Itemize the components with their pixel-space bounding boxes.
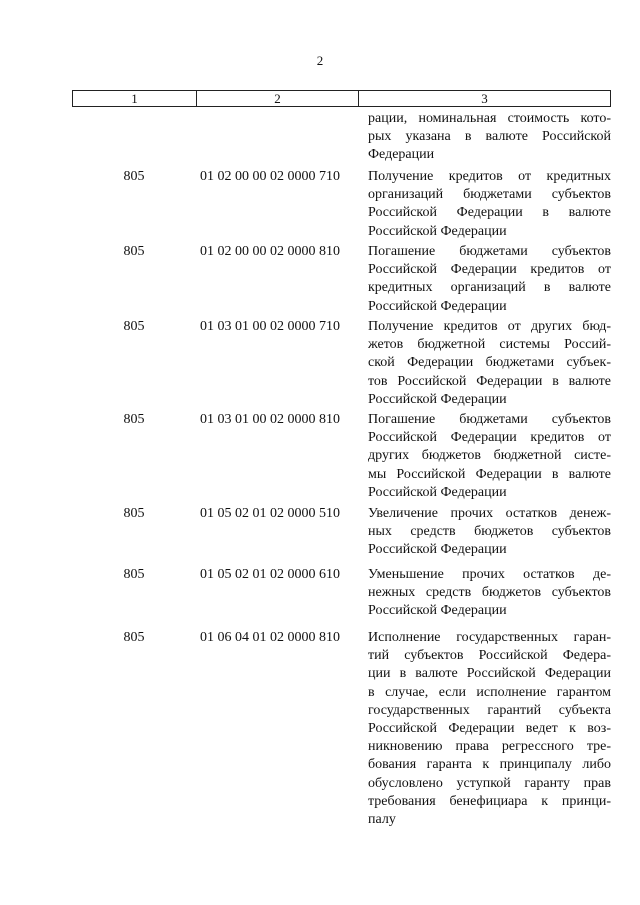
page-number: 2 bbox=[316, 53, 324, 68]
description-line: мы Российской Федерации в валюте bbox=[368, 466, 611, 482]
description-line: Российской Федерации bbox=[368, 603, 507, 619]
description-line: Российской Федерации bbox=[368, 223, 507, 239]
description-line: Получение кредитов от других бюд- bbox=[368, 319, 611, 334]
description-line: Получение кредитов от кредитных bbox=[368, 169, 611, 184]
description-line: ции в валюте Российской Федерации bbox=[368, 666, 611, 682]
column-header-1: 1 bbox=[73, 91, 197, 106]
source-code: 01 03 01 00 02 0000 810 bbox=[200, 412, 340, 427]
admin-code: 805 bbox=[123, 319, 145, 334]
row-description bbox=[368, 566, 611, 621]
row-description bbox=[368, 168, 611, 241]
description-line: Уменьшение прочих остатков де- bbox=[368, 567, 611, 582]
description-line: ской Федерации бюджетами субъек- bbox=[368, 355, 611, 371]
admin-code: 805 bbox=[123, 506, 145, 521]
source-code: 01 05 02 01 02 0000 610 bbox=[200, 567, 340, 582]
description-line: в случае, если исполнение гарантом bbox=[368, 684, 611, 700]
description-line: тов Российской Федерации в валюте bbox=[368, 373, 611, 389]
description-line: Российской Федерации кредитов от bbox=[368, 430, 611, 446]
source-code: 01 03 01 00 02 0000 710 bbox=[200, 319, 340, 334]
description-line: организаций бюджетами субъектов bbox=[368, 187, 611, 203]
description-line: никновению права регрессного тре- bbox=[368, 739, 611, 755]
row-description bbox=[368, 505, 611, 560]
description-line: Российской Федерации кредитов от bbox=[368, 262, 611, 278]
admin-code: 805 bbox=[123, 244, 145, 259]
description-line: Российской Федерации bbox=[368, 484, 507, 500]
description-line: государственных гарантий субъекта bbox=[368, 702, 611, 718]
description-line: обусловлено уступкой гаранту прав bbox=[368, 775, 611, 791]
description-line: нежных средств бюджетов субъектов bbox=[368, 585, 611, 601]
description-line: Российской Федерации в валюте bbox=[368, 205, 611, 221]
column-header-2: 2 bbox=[197, 91, 359, 106]
description-line: бования гаранта к принципалу либо bbox=[368, 757, 611, 773]
column-header-3: 3 bbox=[481, 91, 488, 106]
description-line: кредитных организаций в валюте bbox=[368, 280, 611, 296]
description-line: Увеличение прочих остатков денеж- bbox=[368, 506, 611, 521]
admin-code: 805 bbox=[123, 169, 145, 184]
description-line: Российской Федерации bbox=[368, 542, 507, 558]
description-line: Российской Федерации bbox=[368, 391, 507, 407]
row-description bbox=[368, 318, 611, 409]
source-code: 01 06 04 01 02 0000 810 bbox=[200, 630, 340, 645]
description-line: Погашение бюджетами субъектов bbox=[368, 412, 611, 427]
description-line: Исполнение государственных гаран- bbox=[368, 630, 611, 645]
description-line: рых указана в валюте Российской bbox=[368, 129, 611, 145]
admin-code: 805 bbox=[123, 630, 145, 645]
description-line: Российской Федерации ведет к воз- bbox=[368, 720, 611, 736]
description-line: Российской Федерации bbox=[368, 298, 507, 314]
row-description bbox=[368, 629, 611, 829]
description-line: тий субъектов Российской Федера- bbox=[368, 648, 611, 664]
admin-code: 805 bbox=[123, 412, 145, 427]
admin-code: 805 bbox=[123, 567, 145, 582]
source-code: 01 02 00 00 02 0000 710 bbox=[200, 169, 340, 184]
description-line: требования бенефициара к принци- bbox=[368, 793, 611, 809]
description-line: других бюджетов бюджетной систе- bbox=[368, 448, 611, 464]
row-description bbox=[368, 110, 611, 165]
description-line: жетов бюджетной системы Россий- bbox=[368, 337, 611, 353]
description-line: рации, номинальная стоимость кото- bbox=[368, 111, 611, 126]
description-line: Погашение бюджетами субъектов bbox=[368, 244, 611, 259]
source-code: 01 05 02 01 02 0000 510 bbox=[200, 506, 340, 521]
description-line: ных средств бюджетов субъектов bbox=[368, 524, 611, 540]
description-line: палу bbox=[368, 811, 396, 827]
row-description bbox=[368, 243, 611, 316]
description-line: Федерации bbox=[368, 147, 435, 163]
source-code: 01 02 00 00 02 0000 810 bbox=[200, 244, 340, 259]
table-header-row bbox=[72, 90, 611, 107]
row-description bbox=[368, 411, 611, 502]
